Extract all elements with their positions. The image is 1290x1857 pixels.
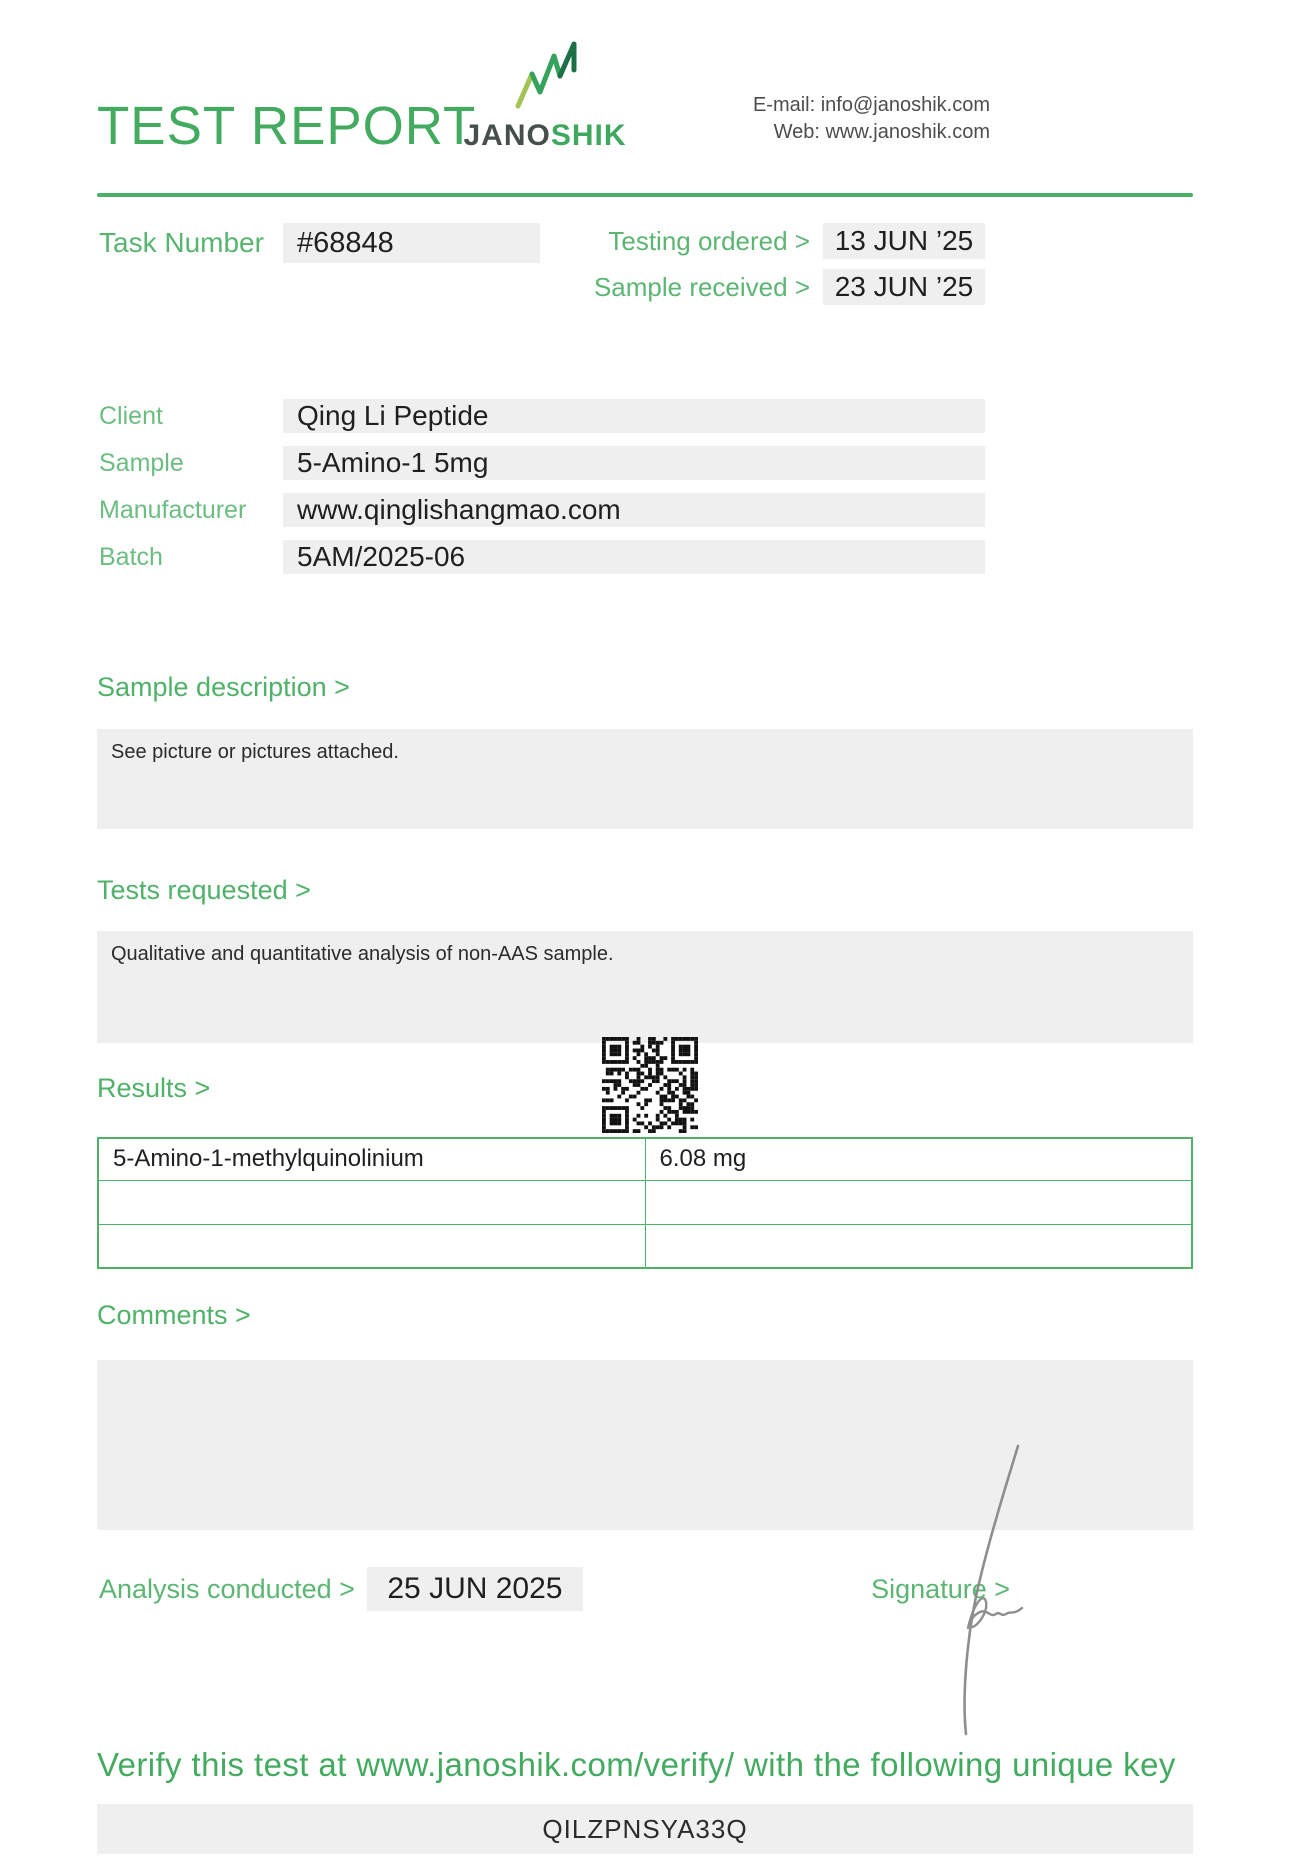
manufacturer-label: Manufacturer bbox=[99, 495, 247, 524]
manufacturer-row bbox=[97, 493, 1193, 527]
sample-label: Sample bbox=[99, 448, 184, 477]
qr-code-icon bbox=[602, 1037, 698, 1133]
analyte-cell bbox=[98, 1180, 645, 1224]
dates-block bbox=[594, 223, 985, 305]
task-number-row bbox=[97, 223, 594, 305]
janoshik-logo bbox=[455, 40, 635, 153]
contact-block bbox=[753, 92, 990, 146]
results-row bbox=[98, 1224, 1192, 1268]
logo-shik: SHIK bbox=[550, 119, 627, 152]
header bbox=[97, 40, 1193, 160]
manufacturer-value: www.qinglishangmao.com bbox=[283, 493, 985, 527]
batch-row bbox=[97, 540, 1193, 574]
result-cell bbox=[645, 1180, 1192, 1224]
contact-web: Web: www.janoshik.com bbox=[773, 121, 990, 143]
logo-jano: JANO bbox=[463, 119, 551, 152]
sample-received-label: Sample received > bbox=[593, 271, 810, 302]
page-title: TEST REPORT bbox=[97, 96, 477, 156]
results-row bbox=[98, 1180, 1192, 1224]
client-label: Client bbox=[99, 401, 163, 430]
testing-ordered-value: 13 JUN ’25 bbox=[823, 223, 985, 259]
header-divider bbox=[97, 193, 1193, 197]
results-row bbox=[98, 1138, 1192, 1180]
results-heading: Results > bbox=[97, 1073, 211, 1103]
client-value: Qing Li Peptide bbox=[283, 399, 985, 433]
result-cell bbox=[645, 1224, 1192, 1268]
client-row bbox=[97, 399, 1193, 433]
tests-requested-body: Qualitative and quantitative analysis of non-AAS sample. bbox=[97, 931, 1193, 1043]
contact-email: E-mail: info@janoshik.com bbox=[752, 94, 990, 116]
batch-label: Batch bbox=[99, 542, 163, 571]
signature-scribble-icon bbox=[938, 1442, 1033, 1737]
sample-value: 5-Amino-1 5mg bbox=[283, 446, 985, 480]
sample-info-block bbox=[97, 399, 1193, 574]
sample-received-row bbox=[594, 269, 985, 305]
signature-label: Signature > bbox=[871, 1573, 1010, 1604]
task-number-value: #68848 bbox=[283, 223, 540, 263]
comments-heading: Comments > bbox=[97, 1300, 251, 1330]
verify-key: QILZPNSYA33Q bbox=[97, 1804, 1193, 1854]
testing-ordered-label: Testing ordered > bbox=[608, 225, 810, 256]
results-section bbox=[97, 1073, 1193, 1269]
results-table bbox=[97, 1137, 1193, 1269]
analysis-conducted-row bbox=[97, 1567, 871, 1611]
logo-wordmark bbox=[455, 119, 635, 153]
analyte-cell: 5-Amino-1-methylquinolinium bbox=[98, 1138, 645, 1180]
sample-description-heading: Sample description > bbox=[97, 672, 350, 702]
analyte-cell bbox=[98, 1224, 645, 1268]
sample-row bbox=[97, 446, 1193, 480]
sample-received-value: 23 JUN ’25 bbox=[823, 269, 985, 305]
result-cell: 6.08 mg bbox=[645, 1138, 1192, 1180]
verify-text: Verify this test at www.janoshik.com/verify/ with the following unique key bbox=[97, 1746, 1176, 1783]
task-number-label: Task Number bbox=[99, 227, 264, 258]
sample-description-body: See picture or pictures attached. bbox=[97, 729, 1193, 829]
rising-chart-icon bbox=[506, 40, 584, 112]
analysis-conducted-value: 25 JUN 2025 bbox=[367, 1567, 583, 1611]
analysis-conducted-label: Analysis conducted > bbox=[99, 1573, 355, 1604]
tests-requested-heading: Tests requested > bbox=[97, 875, 311, 905]
testing-ordered-row bbox=[594, 223, 985, 259]
batch-value: 5AM/2025-06 bbox=[283, 540, 985, 574]
task-dates-row bbox=[97, 223, 1193, 305]
